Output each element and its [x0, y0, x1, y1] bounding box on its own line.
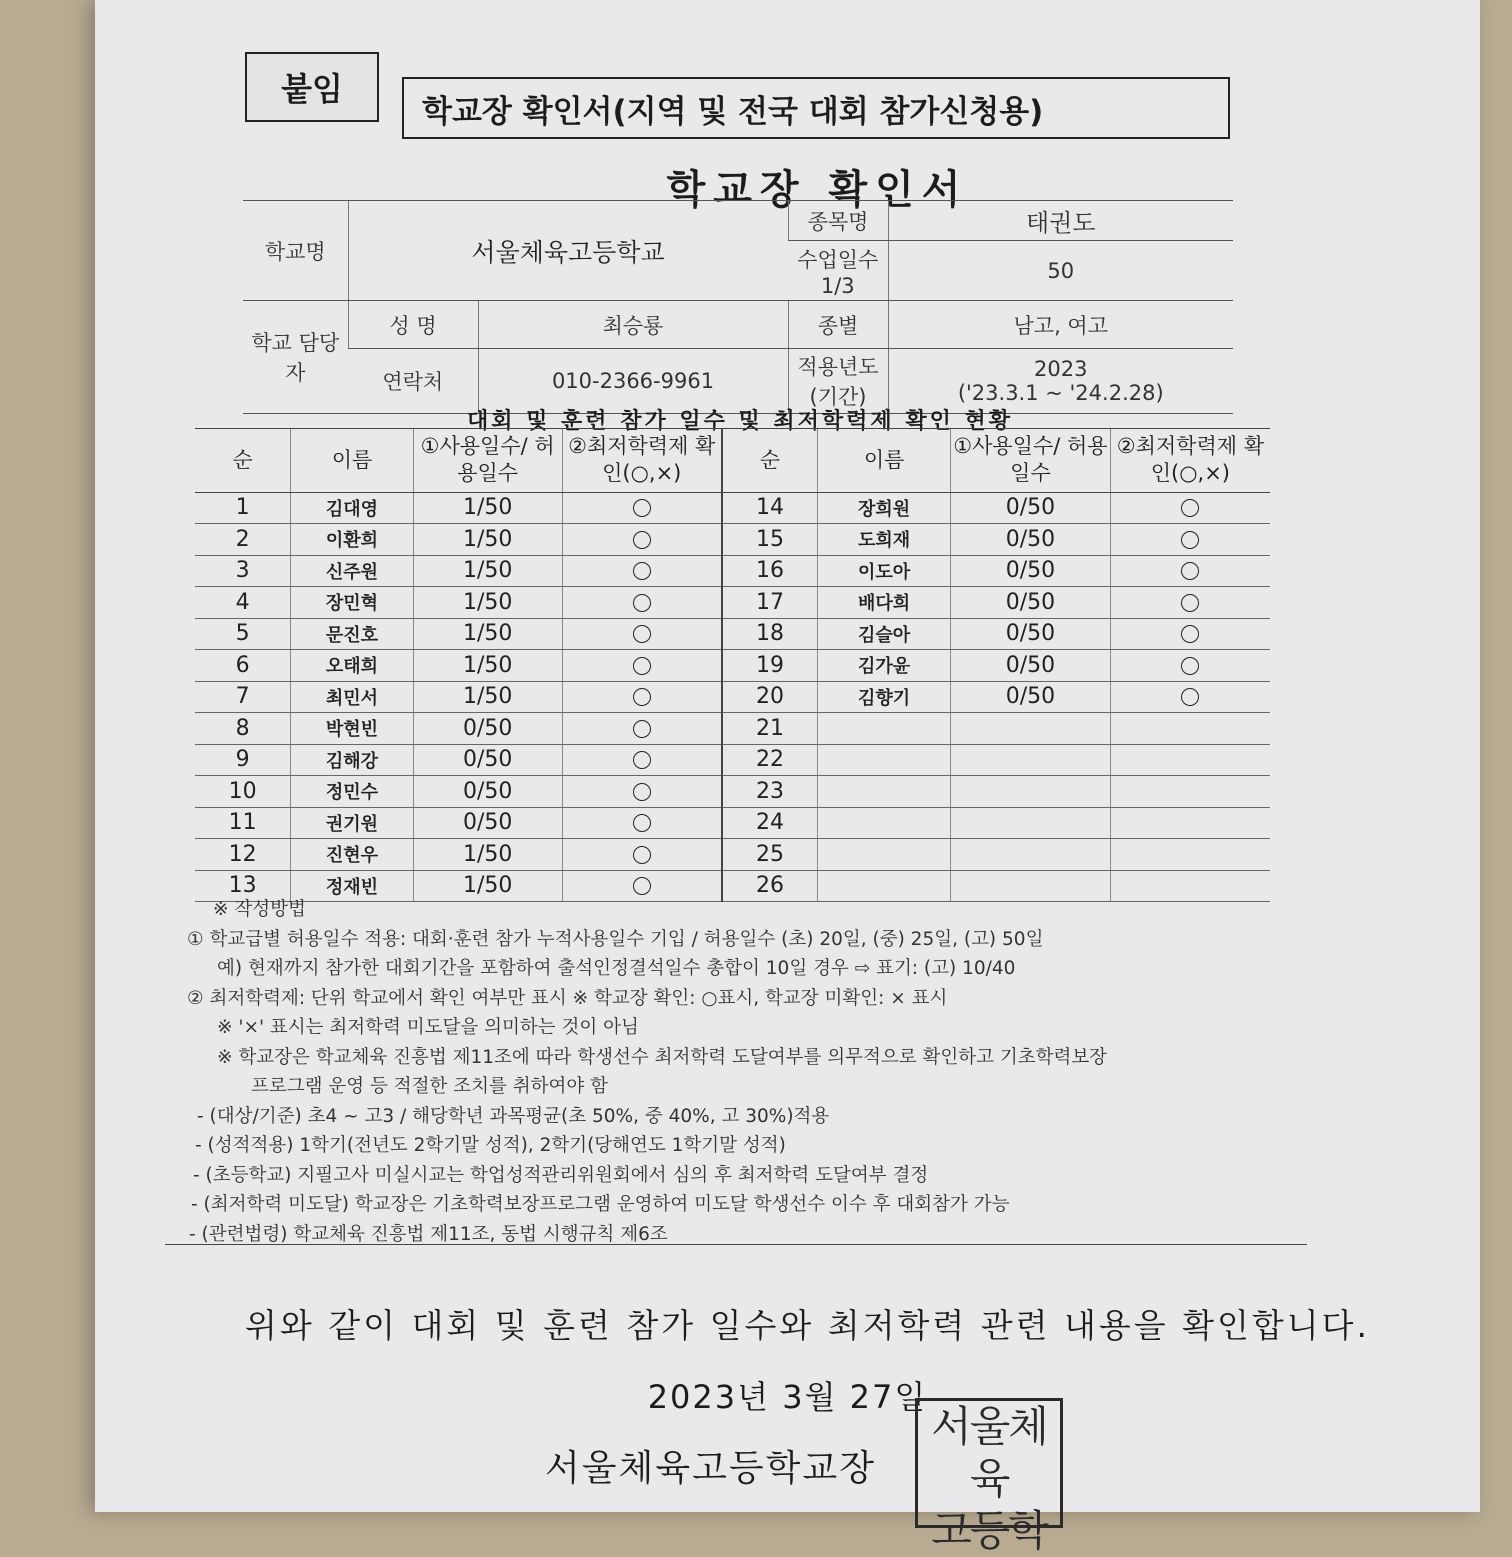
header-num: 순 — [195, 429, 291, 493]
circle-mark-icon — [633, 720, 651, 738]
row-number: 8 — [195, 713, 291, 745]
note-elementary: - (초등학교) 지필고사 미실시교는 학업성적관리위원회에서 심의 후 최저학력 도달여부 결정 — [193, 1164, 929, 1186]
student-name — [818, 839, 951, 871]
row-number: 14 — [722, 492, 818, 524]
student-name: 이도아 — [818, 555, 951, 587]
used-days: 0/50 — [413, 744, 562, 776]
note-allowed-days: ① 학교급별 허용일수 적용: 대회·훈련 참가 누적사용일수 기입 / 허용일수 (초) 20일, (중) 25일, (고) 50일 — [187, 928, 1044, 950]
used-days: 0/50 — [951, 492, 1111, 524]
class-days-label — [788, 241, 888, 301]
header-days: ①사용일수/ 허용일수 — [951, 429, 1111, 493]
note-below-standard: - (최저학력 미도달) 학교장은 기초학력보장프로그램 운영하여 미도달 학생선수 이수 후 대회참가 가능 — [191, 1194, 1010, 1215]
used-days: 0/50 — [951, 618, 1111, 650]
row-number: 4 — [195, 587, 291, 619]
used-days: 1/50 — [413, 555, 562, 587]
row-number: 3 — [195, 555, 291, 587]
attachment-tag: 붙임 — [245, 52, 379, 122]
used-days — [951, 807, 1111, 839]
check-mark — [1110, 839, 1270, 871]
contact-value: 010-2366-9961 — [478, 349, 788, 414]
student-name: 최민서 — [291, 681, 413, 713]
student-name: 장민혁 — [291, 587, 413, 619]
row-number: 15 — [722, 524, 818, 556]
table-row — [195, 776, 1270, 808]
circle-mark-icon — [1181, 594, 1199, 612]
check-mark — [562, 776, 722, 808]
check-mark — [562, 744, 722, 776]
student-name: 문진호 — [291, 618, 413, 650]
row-number: 13 — [195, 870, 291, 902]
student-name: 진현우 — [291, 839, 413, 871]
used-days: 0/50 — [951, 650, 1111, 682]
student-name — [818, 744, 951, 776]
notes-divider — [165, 1244, 1307, 1245]
note-min-academic: ② 최저학력제: 단위 학교에서 확인 여부만 표시 ※ 학교장 확인: ○표시, 학교장 미확인: × 표시 — [187, 987, 948, 1009]
check-mark — [562, 618, 722, 650]
status-table — [195, 428, 1270, 902]
note-allowed-days-example: 예) 현재까지 참가한 대회기간을 포함하여 출석인정결석일수 총합이 10일 경우 ⇨ 표기: (고) 10/40 — [217, 958, 1016, 979]
circle-mark-icon — [1181, 562, 1199, 580]
used-days: 0/50 — [413, 776, 562, 808]
circle-mark-icon — [1181, 531, 1199, 549]
note-related-law: - (관련법령) 학교체육 진흥법 제11조, 동법 시행규칙 제6조 — [189, 1223, 668, 1245]
note-principal-duty: ※ 학교장은 학교체육 진흥법 제11조에 따라 학생선수 최저학력 도달여부를 의무적으로 확인하고 기초학력보장 — [217, 1046, 1108, 1068]
table-row — [195, 524, 1270, 556]
category-value: 남고, 여고 — [888, 301, 1233, 349]
row-number: 26 — [722, 870, 818, 902]
manager-label: 학교 담당자 — [243, 301, 348, 414]
document-title: 학교장 확인서 — [666, 167, 969, 213]
header-name: 이름 — [818, 429, 951, 493]
circle-mark-icon — [633, 625, 651, 643]
circle-mark-icon — [633, 594, 651, 612]
school-label: 학교명 — [243, 201, 348, 301]
school-seal-stamp — [915, 1398, 1063, 1555]
row-number: 9 — [195, 744, 291, 776]
student-name: 배다희 — [818, 587, 951, 619]
check-mark — [1110, 524, 1270, 556]
issue-date: 2023년 3월 27일 — [647, 1378, 928, 1416]
table-row — [195, 681, 1270, 713]
notes-heading: ※ 작성방법 — [213, 899, 306, 920]
circle-mark-icon — [633, 751, 651, 769]
circle-mark-icon — [1181, 657, 1199, 675]
check-mark — [562, 713, 722, 745]
row-number: 2 — [195, 524, 291, 556]
class-days-label-2: 1/3 — [820, 273, 855, 298]
table-row — [195, 618, 1270, 650]
row-number: 20 — [722, 681, 818, 713]
used-days: 1/50 — [413, 618, 562, 650]
circle-mark-icon — [633, 783, 651, 801]
table-row — [195, 650, 1270, 682]
used-days: 1/50 — [413, 492, 562, 524]
student-name: 오태희 — [291, 650, 413, 682]
period-value: ('23.3.1 ~ '24.2.28) — [957, 381, 1164, 405]
used-days: 0/50 — [951, 555, 1111, 587]
row-number: 17 — [722, 587, 818, 619]
row-number: 11 — [195, 807, 291, 839]
check-mark — [1110, 807, 1270, 839]
category-label: 종별 — [788, 301, 888, 349]
document-heading: 학교장 확인서(지역 및 전국 대회 참가신청용) — [402, 77, 1230, 139]
check-mark — [1110, 555, 1270, 587]
school-name: 서울체육고등학교 — [348, 201, 788, 301]
year-label: 적용년도 (기간) — [788, 349, 888, 414]
circle-mark-icon — [633, 499, 651, 517]
circle-mark-icon — [633, 688, 651, 706]
header-check: ②최저학력제 확인(○,×) — [562, 429, 722, 493]
table-row — [195, 744, 1270, 776]
student-name: 이환희 — [291, 524, 413, 556]
used-days — [951, 776, 1111, 808]
student-name: 권기원 — [291, 807, 413, 839]
row-number: 16 — [722, 555, 818, 587]
used-days: 0/50 — [413, 713, 562, 745]
check-mark — [562, 555, 722, 587]
principal-name: 서울체육고등학교장 — [545, 1448, 876, 1489]
check-mark — [1110, 744, 1270, 776]
header-days: ①사용일수/ 허용일수 — [413, 429, 562, 493]
class-days-value: 50 — [888, 241, 1233, 301]
student-name — [818, 776, 951, 808]
student-name: 김해강 — [291, 744, 413, 776]
circle-mark-icon — [633, 846, 651, 864]
table-row — [195, 839, 1270, 871]
used-days: 1/50 — [413, 650, 562, 682]
status-rows — [195, 492, 1270, 902]
stamp-line-1: 서울체육 — [931, 1402, 1047, 1503]
used-days: 1/50 — [413, 839, 562, 871]
note-principal-duty-cont: 프로그램 운영 등 적절한 조치를 취하여야 함 — [251, 1076, 608, 1097]
table-row — [195, 492, 1270, 524]
note-x-meaning: ※ '×' 표시는 최저학력 미도달을 의미하는 것이 아님 — [217, 1017, 639, 1038]
used-days: 0/50 — [951, 681, 1111, 713]
header-num: 순 — [722, 429, 818, 493]
sport-label: 종목명 — [788, 201, 888, 241]
circle-mark-icon — [1181, 688, 1199, 706]
used-days: 1/50 — [413, 870, 562, 902]
used-days: 1/50 — [413, 681, 562, 713]
student-name: 정재빈 — [291, 870, 413, 902]
check-mark — [1110, 618, 1270, 650]
check-mark — [1110, 492, 1270, 524]
confirmation-statement: 위와 같이 대회 및 훈련 참가 일수와 최저학력 관련 내용을 확인합니다. — [245, 1306, 1370, 1345]
student-name: 김가윤 — [818, 650, 951, 682]
check-mark — [1110, 681, 1270, 713]
document-sheet — [95, 0, 1480, 1555]
row-number: 12 — [195, 839, 291, 871]
notes-section — [187, 895, 1312, 1249]
status-title: 대회 및 훈련 참가 일수 및 최저학력제 확인 현황 — [466, 409, 1014, 434]
stamp-line-2: 고등학 — [931, 1506, 1047, 1555]
student-name: 신주원 — [291, 555, 413, 587]
row-number: 6 — [195, 650, 291, 682]
year-value: 2023 — [1034, 357, 1088, 381]
class-days-label-1: 수업일수 — [797, 247, 879, 272]
note-target: - (대상/기준) 초4 ~ 고3 / 해당학년 과목평균(초 50%, 중 40%, 고 30%)적용 — [197, 1105, 830, 1127]
row-number: 18 — [722, 618, 818, 650]
used-days — [951, 713, 1111, 745]
used-days — [951, 839, 1111, 871]
table-row — [195, 713, 1270, 745]
row-number: 24 — [722, 807, 818, 839]
row-number: 22 — [722, 744, 818, 776]
check-mark — [1110, 713, 1270, 745]
check-mark — [562, 524, 722, 556]
circle-mark-icon — [633, 562, 651, 580]
note-grades: - (성적적용) 1학기(전년도 2학기말 성적), 2학기(당해연도 1학기말 성적) — [195, 1135, 786, 1156]
info-table — [243, 200, 1233, 414]
used-days: 0/50 — [951, 587, 1111, 619]
circle-mark-icon — [633, 877, 651, 895]
row-number: 19 — [722, 650, 818, 682]
header-name: 이름 — [291, 429, 413, 493]
check-mark — [562, 587, 722, 619]
check-mark — [1110, 587, 1270, 619]
row-number: 7 — [195, 681, 291, 713]
used-days: 0/50 — [951, 524, 1111, 556]
student-name: 장희원 — [818, 492, 951, 524]
student-name: 김슬아 — [818, 618, 951, 650]
circle-mark-icon — [633, 814, 651, 832]
check-mark — [562, 807, 722, 839]
contact-label: 연락처 — [348, 349, 478, 414]
row-number: 25 — [722, 839, 818, 871]
student-name: 김향기 — [818, 681, 951, 713]
check-mark — [562, 839, 722, 871]
manager-name: 최승룡 — [478, 301, 788, 349]
student-name: 박현빈 — [291, 713, 413, 745]
check-mark — [1110, 650, 1270, 682]
circle-mark-icon — [633, 531, 651, 549]
used-days — [951, 744, 1111, 776]
used-days: 1/50 — [413, 524, 562, 556]
circle-mark-icon — [633, 657, 651, 675]
header-check: ②최저학력제 확인(○,×) — [1110, 429, 1270, 493]
used-days: 0/50 — [413, 807, 562, 839]
circle-mark-icon — [1181, 499, 1199, 517]
check-mark — [1110, 776, 1270, 808]
table-row — [195, 555, 1270, 587]
check-mark — [562, 492, 722, 524]
table-row — [195, 807, 1270, 839]
row-number: 23 — [722, 776, 818, 808]
check-mark — [562, 681, 722, 713]
table-row — [195, 587, 1270, 619]
used-days: 1/50 — [413, 587, 562, 619]
sport-value: 태권도 — [888, 201, 1233, 241]
student-name: 김대영 — [291, 492, 413, 524]
row-number: 1 — [195, 492, 291, 524]
name-label: 성 명 — [348, 301, 478, 349]
row-number: 10 — [195, 776, 291, 808]
student-name: 정민수 — [291, 776, 413, 808]
document-paper — [95, 0, 1480, 1555]
student-name — [818, 713, 951, 745]
student-name — [818, 807, 951, 839]
row-number: 5 — [195, 618, 291, 650]
check-mark — [562, 650, 722, 682]
student-name: 도희재 — [818, 524, 951, 556]
row-number: 21 — [722, 713, 818, 745]
circle-mark-icon — [1181, 625, 1199, 643]
